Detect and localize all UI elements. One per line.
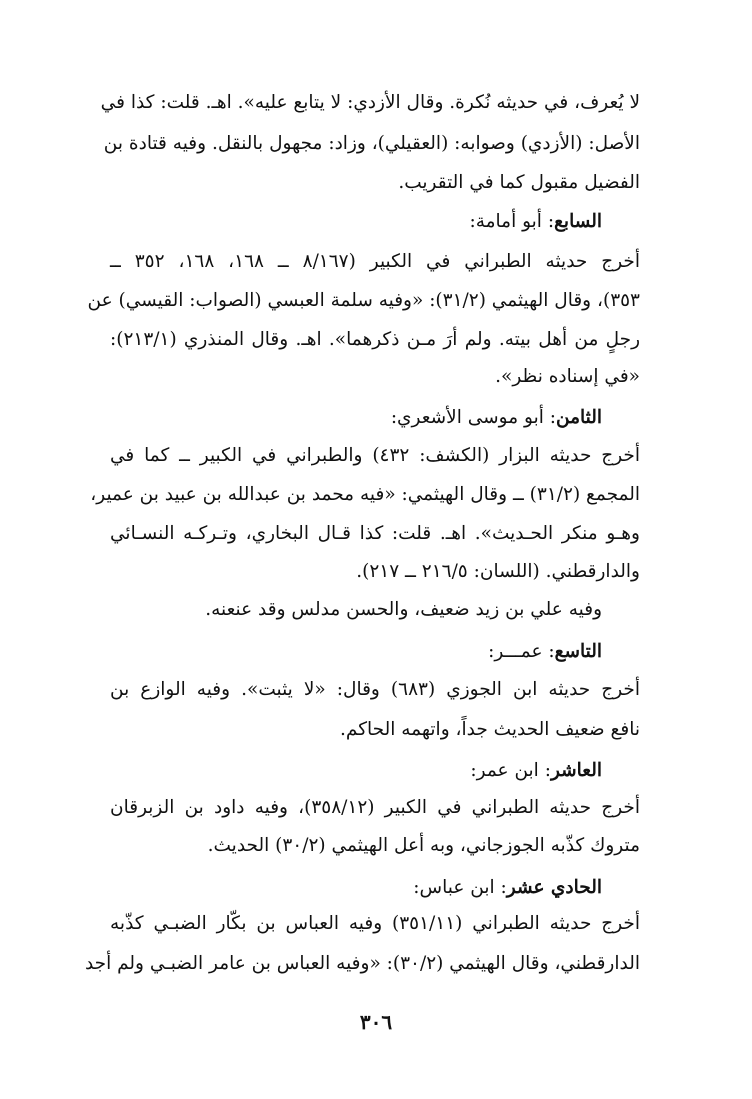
text-line: ٣٥٣)، وقال الهيثمي (٣١/٢): «وفيه سلمة العبسي (الصواب: القيسي) عن [87,290,640,311]
text-line: «في إسناده نظر». [495,366,640,387]
text-line: الفضيل مقبول كما في التقريب. [398,172,640,193]
text-line: أخرج حديثه الطبراني في الكبير (٨/١٦٧ ــ ١٦٨، ١٦٨، ٣٥٢ ــ [110,251,640,272]
text-line: لا يُعرف، في حديثه نُكرة. وقال الأزدي: لا يتابع عليه». اهـ. قلت: كذا في [100,92,640,113]
text-line: المجمع (٣١/٢) ــ وقال الهيثمي: «فيه محمد بن عبدالله بن عبيد بن عمير، [90,484,640,505]
text-line: والدارقطني. (اللسان: ٢١٦/٥ ــ ٢١٧). [356,561,640,582]
section-heading: السابع: أبو أمامة: [469,211,602,232]
section-label: الحادي عشر [506,877,602,898]
section-narrator: ابن عباس: [413,877,495,898]
section-narrator: عمـــر: [488,641,543,662]
text-line: الأصل: (الأزدي) وصوابه: (العقيلي)، وزاد: مجهول بالنقل. وفيه قتادة بن [103,133,640,154]
text-line: أخرج حديثه الطبراني (٣٥١/١١) وفيه العباس بن بكّار الضبـي كذّبه [110,913,640,934]
text-line: نافع ضعيف الحديث جداً، واتهمه الحاكم. [340,719,640,740]
text-line: وفيه علي بن زيد ضعيف، والحسن مدلس وقد عنعنه. [205,599,602,620]
section-narrator: ابن عمر: [470,760,539,781]
text-line: رجلٍ من أهل بيته. ولم أرَ مـن ذكرهما». اهـ. وقال المنذري (٢١٣/١): [110,329,640,350]
section-label: العاشر [550,760,602,781]
text-line: أخرج حديثه الطبراني في الكبير (٣٥٨/١٢)، وفيه داود بن الزبرقان [110,797,640,818]
text-line: أخرج حديثه البزار (الكشف: ٤٣٢) والطبراني في الكبير ــ كما في [110,445,640,466]
text-line: أخرج حديثه ابن الجوزي (٦٨٣) وقال: «لا يثبت». وفيه الوازع بن [110,679,640,700]
text-line: الدارقطني، وقال الهيثمي (٣٠/٢): «وفيه العباس بن عامر الضبـي ولم أجد [84,953,640,974]
section-narrator: أبو أمامة: [469,211,542,232]
page-number: ٣٠٦ [359,1010,393,1034]
section-heading: الحادي عشر: ابن عباس: [413,877,602,898]
section-heading: العاشر: ابن عمر: [470,760,602,781]
text-line: وهـو منكر الحـديث». اهـ. قلت: كذا قـال البخاري، وتـركـه النسـائي [110,523,640,544]
section-narrator: أبو موسى الأشعري: [390,407,544,428]
section-label: السابع [554,211,602,232]
section-heading: الثامن: أبو موسى الأشعري: [390,407,602,428]
section-heading: التاسع: عمـــر: [488,641,602,662]
section-label: التاسع [554,641,602,662]
section-label: الثامن [556,407,602,428]
text-line: متروك كذّبه الجوزجاني، وبه أعل الهيثمي (٣٠/٢) الحديث. [207,835,640,856]
